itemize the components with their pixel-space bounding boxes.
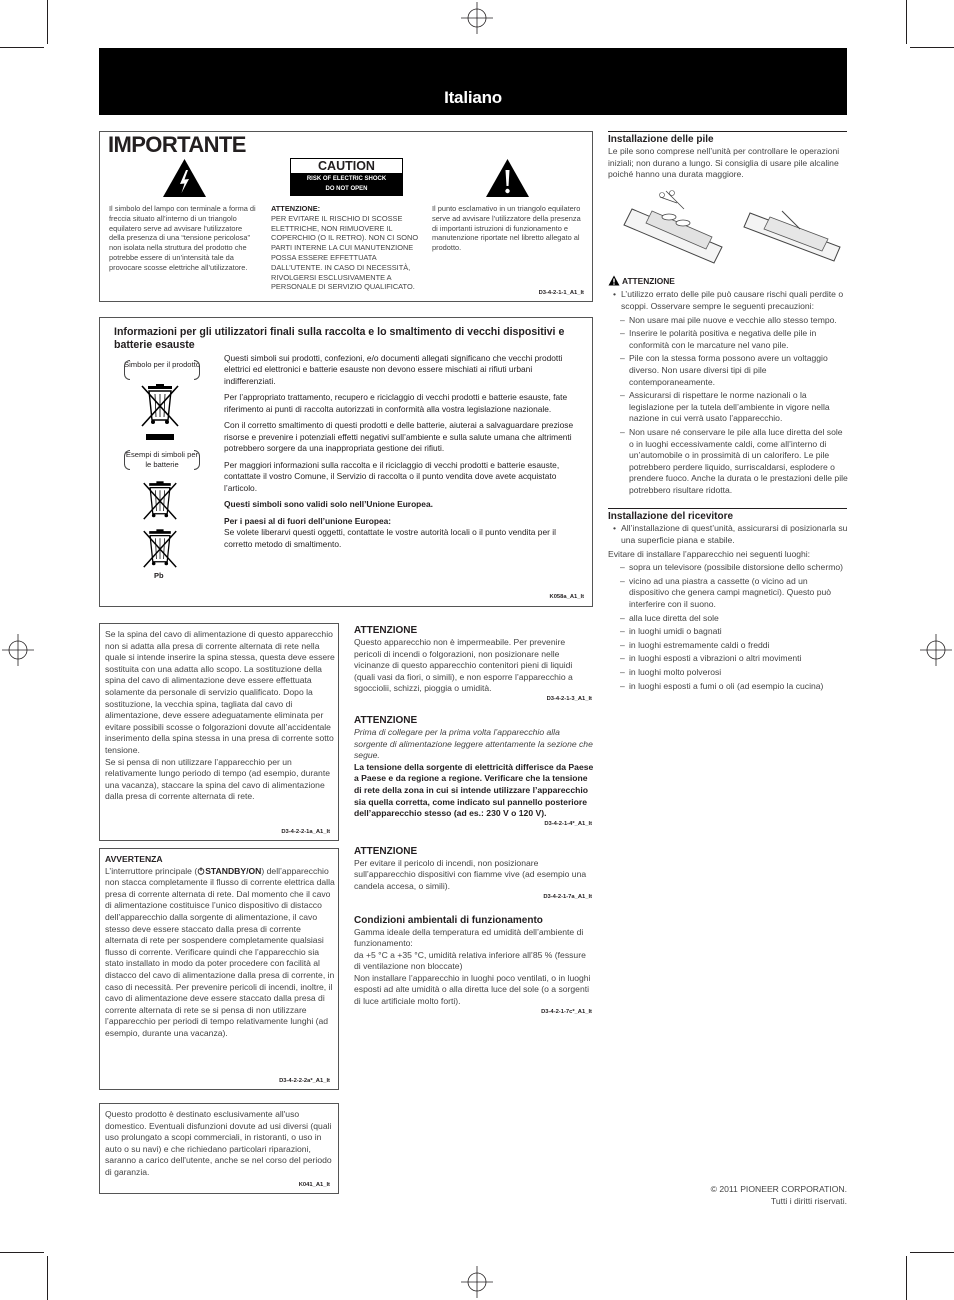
domestic-text: Questo prodotto è destinato esclusivamente all'uso domestico. Eventuali disfunzioni dovute ad usi diversi (quali uso prolungato a scopi commerciali, in ristoranti, o uso in auto o su navi) e che richiedano particolari riparazioni, saranno a carico dell'utente, anche se nel corso del periodo di garanzia. [105,1109,332,1177]
ewaste-paragraph: Con il corretto smaltimento di questi prodotti e delle batterie, aiuterai a salvaguardare preziose risorse e prevenire i potenziali effetti negativi sull’ambiente e sulla salute umana che altrimenti potrebbero sorgere da una inappropriata gestione dei rifiuti. [224,420,574,454]
avvertenza-box [99,848,339,1090]
ewaste-paragraph: Per maggiori informazioni sulla raccolta e il riciclaggio di vecchi prodotti e batterie esauste, contattate il vostro Comune, il Servizio di raccolta o il punto vendita dove avete acquistato l’articolo. [224,459,560,493]
caution-label [290,158,403,196]
list-item: – Pile con la stessa forma possono avere un voltaggio diverso. Non usare diversi tipi di pile contemporaneamente. [629,353,848,388]
crop-mark [910,47,954,48]
copyright-text: © 2011 PIONEER CORPORATION. [710,1184,847,1194]
caution-text: CAUTION [318,159,375,173]
ewaste-non-eu-head: Per i paesi al di fuori dell’unione Europea: [224,515,392,526]
caution-risk [291,173,402,195]
caution-risk-line-1: RISK OF ELECTRIC SHOCK [306,176,387,182]
standby-power-icon [197,867,205,875]
attenzione-3-text: Per evitare il pericolo di incendi, non posizionare sull’apparecchio dispositivi con fiamme vive (ad esempio una candela accesa, o simili). [354,857,587,891]
rights-text: Tutti i diritti riservati. [770,1196,847,1206]
list-item: – Inserire le polarità positiva e negativa delle pile in conformità con le marcature nel vano pile. [629,328,848,351]
doc-code: D3-4-2-1-7c*_A1_It [541,1008,592,1015]
crossed-bin-icon [140,384,180,442]
doc-code: D3-4-2-1-7a_A1_It [543,893,592,900]
doc-code: K058a_A1_It [549,594,584,600]
attenzione-battery-title: ATTENZIONE [622,275,675,286]
ewaste-text [224,353,584,550]
registration-mark-icon [920,634,952,666]
receiver-avoid-intro: Evitare di installare l’apparecchio nei seguenti luoghi: [608,548,811,559]
attenzione-text: PER EVITARE IL RISCHIO DI SCOSSE ELETTRICHE, NON RIMUOVERE IL COPERCHIO (O IL RETRO). NON CI SONO PARTI INTERNE LA CUI MANUTENZIONE POSSA ESSERE EFFETTUATA DALL’UTENTE. IN CASO DI NECESSITÀ, RIVOLGERSI ESCLUSIVAMENTE A PERSONALE DI SERVIZIO QUALIFICATO. [271,213,419,292]
ewaste-non-eu-text: Se volete liberarvi questi oggetti, contattate le vostre autorità locali o il punto vendita per il corretto metodo di smaltimento. [224,527,556,549]
list-item: – vicino ad una piastra a cassette (o vicino ad un dispositivo che genera campi magnetici). Questo può interferire con il suono. [629,576,848,611]
ewaste-box [99,317,593,607]
right-column [608,133,848,692]
exclamation-description: Il punto esclamativo in un triangolo equilatero serve ad avvisare l’utilizzatore della presenza di importanti istruzioni di funzionamento e manutenzione riportate nel libretto allegato al prodotto. [432,204,581,253]
attenzione-2-head: ATTENZIONE [354,714,418,726]
list-item: – in luoghi molto polverosi [629,667,848,679]
env-conditions-text-1: Gamma ideale della temperatura ed umidità dell’ambiente di funzionamento: [354,926,584,949]
env-conditions-text-2: da +5 °C a +35 °C, umidità relativa inferiore all’85 % (fessure di ventilazione non bloccate) [354,949,586,972]
battery-warning-bullet: • L’utilizzo errato delle pile può causare rischi quali perdite o scoppi. Osservare sempre le seguenti precauzioni: [608,289,848,312]
doc-code: D3-4-2-1-3_A1_It [546,695,592,702]
attenzione-3-head: ATTENZIONE [354,845,418,857]
plug-box [99,623,339,841]
doc-code: D3-4-2-1-1_A1_It [538,290,584,296]
registration-mark-icon [2,634,34,666]
ewaste-title: Informazioni per gli utilizzatori finali sulla raccolta e lo smaltimento di vecchi dispositivi e batterie esauste [114,326,565,351]
language-title: Italiano [444,88,502,107]
receiver-bullet: • All’installazione di quest’unità, assicurarsi di posizionarla su una superficie piana e stabile. [608,523,848,546]
copyright-footer [711,1183,847,1207]
list-item: – in luoghi esposti a vibrazioni o altri movimenti [629,653,848,665]
plug-text [105,629,335,803]
crop-mark [906,0,907,44]
battery-bin-pb-icon [142,528,178,572]
registration-mark-icon [461,2,493,34]
doc-code: D3-4-2-2-1a_A1_It [281,829,330,835]
list-item: – Non usare mai pile nuove e vecchie allo stesso tempo. [629,315,848,327]
list-item: – sopra un televisore (possibile distorsione dello schermo) [629,562,848,574]
lightning-description: Il simbolo del lampo con terminale a forma di freccia situato all’interno di un triangolo equilatero serve ad avvisare l’utilizzatore della presenza di una “tensione pericolosa” non isolata nella struttura del prodotto che potrebbe essere di un’intensità tale da provocare scosse elettriche all’utilizzatore. [109,204,256,272]
battery-bin-icon [142,480,178,524]
attenzione-warning [271,204,421,292]
battery-installation-text: Le pile sono comprese nell’unità per controllare le operazioni iniziali; non durano a lungo. Si consiglia di usare pile alcaline poiché hanno una durata maggiore. [608,146,840,180]
doc-code: D3-4-2-1-4*_A1_It [544,820,592,827]
list-item: – in luoghi umidi o bagnati [629,626,848,638]
crop-mark [47,1256,48,1300]
ewaste-paragraph: Questi simboli sui prodotti, confezioni, e/o documenti allegati significano che vecchi prodotti elettrici ed elettronici e batterie esauste non devono essere mischiati ai rifiuti urbani indifferenziati. [224,353,563,386]
registration-mark-icon [461,1266,493,1298]
battery-precautions-list [608,315,848,497]
list-item: – alla luce diretta del sole [629,613,848,625]
doc-code: K041_A1_It [298,1182,330,1188]
attenzione-head: ATTENZIONE: [271,204,321,213]
symbol-batteries-label: Esempi di simboli per le batterie [122,450,202,470]
ewaste-eu-note: Questi simboli sono validi solo nell’Unione Europea. [224,499,433,510]
exclamation-warning-icon [485,158,530,198]
standby-label: STANDBY/ON [205,865,262,876]
domestic-box [99,1103,339,1194]
doc-code: D3-4-2-2-2a*_A1_It [279,1078,330,1084]
crop-mark [906,1256,907,1300]
attenzione-battery-head [608,275,848,288]
middle-column [354,625,594,1016]
attenzione-2-italic: Prima di collegare per la prima volta l’apparecchio alla sorgente di alimentazione leggere attentamente la sezione che segue. [354,726,593,761]
list-item: – Non usare né conservare le pile alla luce diretta del sole o in luoghi eccessivamente caldi, come all’interno di un’automobile o in prossimità di un calorifero. Le pile potrebbero perdere liquido, surriscaldarsi, esplodere o prendere fuoco. Anche la durata o le prestazioni delle pile potrebbero risultare ridotta. [629,427,848,497]
list-item: – in luoghi esposti a fumi o oli (ad esempio la cucina) [629,681,848,693]
avvertenza-text [105,854,335,1040]
section-divider [608,131,847,132]
env-conditions-head: Condizioni ambientali di funzionamento [354,914,543,926]
battery-installation-head: Installazione delle pile [608,134,714,145]
list-item: – Assicurarsi di rispettare le norme nazionali o la legislazione per la tutela dell’ambiente in vigore nella nazione in cui verrà usato l’apparecchio. [629,390,848,425]
receiver-avoid-list [608,562,848,692]
attenzione-2-bold: La tensione della sorgente di elettricità differisce da Paese a Paese e da regione a regione. Verificare che la tensione di rete della zona in cui si intende utilizzare l’apparecchio sia quella corretta, come indicato sul pannello posteriore dell’apparecchio stesso (ad es.: 230 V o 120 V). [354,761,594,819]
crop-mark [910,1252,954,1253]
env-conditions-text-3: Non installare l’apparecchio in luoghi poco ventilati, o in luoghi esposti ad alte umidità o alla diretta luce del sole (o a sorgenti di luce artificiale molto forti). [354,972,591,1007]
plug-text-2: Se si pensa di non utilizzare l’apparecchio per un relativamente lungo periodo di tempo (ad esempio, durante una vacanza), staccare la spina del cavo di alimentazione dalla presa di corrente alternata di rete. [105,756,331,802]
language-banner [99,48,847,115]
list-item: – in luoghi estremamente caldi o freddi [629,640,848,652]
crop-mark [0,1252,44,1253]
attenzione-1-head: ATTENZIONE [354,625,418,636]
symbol-product-label: Simbolo per il prodotto [122,360,202,370]
remote-battery-illustration [622,189,847,271]
lightning-warning-icon [162,158,207,198]
ewaste-paragraph: Per l’appropriato trattamento, recupero e riciclaggio di vecchi prodotti e batterie esauste, fate riferimento ai punti di raccolta autorizzati in conformità alla vostra legislazione nazionale. [224,392,568,414]
importante-box [99,131,593,302]
avvertenza-text-post: ) dell’apparecchio non stacca completamente il flusso di corrente elettrica dalla presa di corrente alternata di rete. Dal momento che il cavo di alimentazione costituisce l’unico dispositivo di distacco dell’apparecchio dalla sorgente di alimentazione, il cavo stesso deve essere staccato dalla presa di corrente alternata di rete per sospendere completamente qualsiasi flusso di corrente. Verificare quindi che l’apparecchio sia stato installato in modo da poter procedere con facilità al distacco del cavo di alimentazione dalla presa di corrente, in caso di necessità. Per prevenire pericoli di incendi, inoltre, il cavo di alimentazione deve essere staccato dalla presa di corrente alternata di rete se si pensa di non utilizzare l’apparecchio per periodi di tempo relativamente lunghi (ad esempio, durante una vacanza). [105,865,335,1038]
avvertenza-head: AVVERTENZA [105,854,163,864]
section-divider [608,508,847,509]
warning-icon [608,275,620,286]
pb-label: Pb [154,571,164,580]
importante-title: IMPORTANTE [108,132,246,157]
avvertenza-text-pre: L’interruttore principale ( [105,865,198,876]
plug-text-1: Se la spina del cavo di alimentazione di questo apparecchio non si adatta alla presa di corrente alternata di rete nella quale si intende inserire la spina stessa, questa deve essere sostituita con una adatta allo scopo. La sostituzione della spina del cavo di alimentazione deve essere effettuata solamente da personale di servizio qualificato. Dopo la sostituzione, la vecchia spina, tagliata dal cavo di alimentazione, deve essere adeguatamente eliminata per evitare possibili scosse o folgorazioni dovute all’accidentale inserimento della spina stessa in una presa di corrente sotto tensione. [105,629,335,755]
caution-risk-line-2: DO NOT OPEN [325,186,368,192]
crop-mark [0,47,44,48]
crop-mark [47,0,48,44]
attenzione-1-text: Questo apparecchio non è impermeabile. Per prevenire pericoli di incendi o folgorazioni, non posizionare nelle vicinanze di questo apparecchio contenitori pieni di liquidi (quali vasi da fiori, o simili), e non esporre l’apparecchio a sgocciolii, schizzi, pioggia o umidità. [354,637,573,694]
receiver-installation-head: Installazione del ricevitore [608,511,734,523]
